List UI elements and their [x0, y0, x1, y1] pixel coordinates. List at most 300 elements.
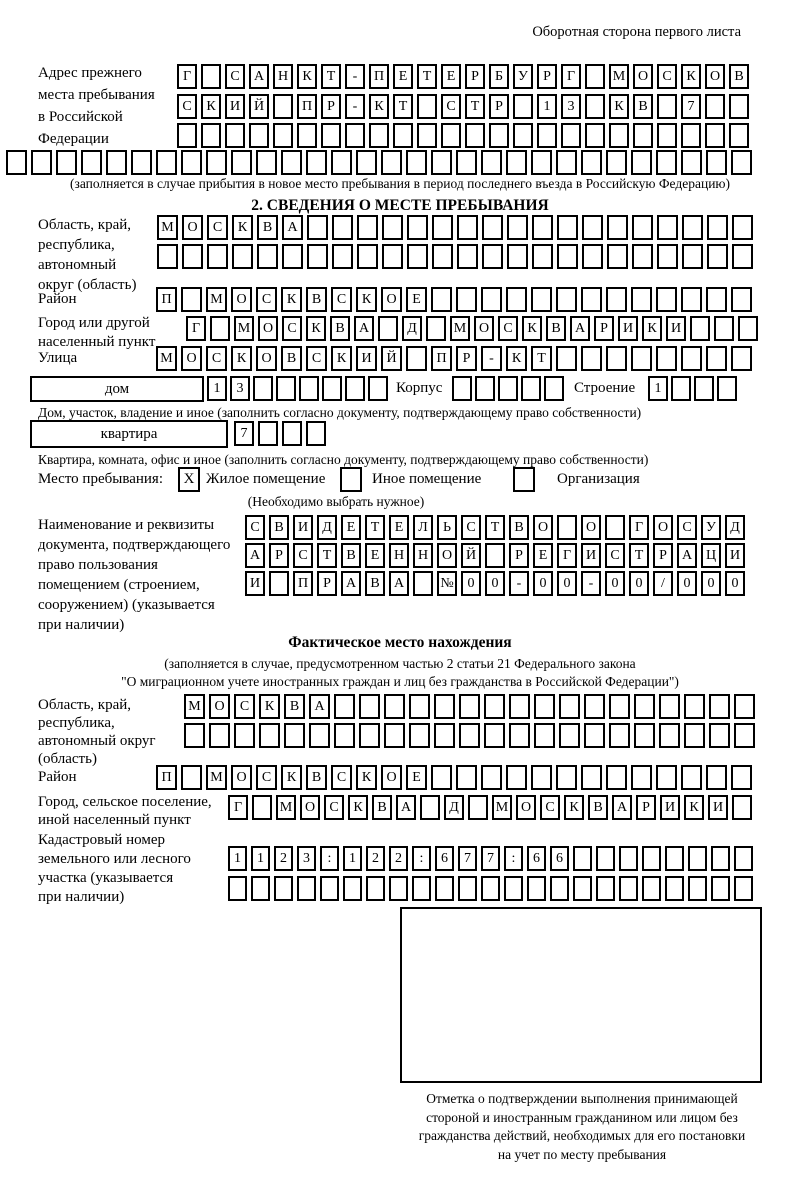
char-cell[interactable]: М [450, 316, 470, 341]
char-cell[interactable] [556, 287, 577, 312]
char-cell[interactable]: 0 [677, 571, 697, 596]
char-cell[interactable] [359, 694, 380, 719]
char-cell[interactable] [506, 150, 527, 175]
char-cell[interactable] [207, 244, 228, 269]
char-cell[interactable] [420, 795, 440, 820]
char-cell[interactable] [556, 765, 577, 790]
char-cell[interactable]: Р [269, 543, 289, 568]
char-cell[interactable]: К [522, 316, 542, 341]
char-cell[interactable] [585, 123, 605, 148]
char-cell[interactable] [369, 123, 389, 148]
char-cell[interactable]: М [609, 64, 629, 89]
char-cell[interactable]: О [381, 765, 402, 790]
char-cell[interactable] [707, 215, 728, 240]
char-cell[interactable]: О [581, 515, 601, 540]
char-cell[interactable]: В [729, 64, 749, 89]
char-cell[interactable] [389, 876, 408, 901]
char-cell[interactable] [734, 723, 755, 748]
char-cell[interactable] [537, 123, 557, 148]
char-cell[interactable] [556, 150, 577, 175]
char-cell[interactable]: Р [537, 64, 557, 89]
char-cell[interactable]: 3 [230, 376, 250, 401]
char-cell[interactable] [297, 123, 317, 148]
char-cell[interactable] [507, 215, 528, 240]
char-cell[interactable]: Б [489, 64, 509, 89]
char-cell[interactable] [521, 376, 541, 401]
char-cell[interactable] [642, 846, 661, 871]
char-cell[interactable] [306, 421, 326, 446]
char-cell[interactable] [527, 876, 546, 901]
char-cell[interactable] [409, 694, 430, 719]
char-cell[interactable] [631, 150, 652, 175]
char-cell[interactable]: Й [249, 94, 269, 119]
char-cell[interactable] [345, 376, 365, 401]
char-cell[interactable] [657, 123, 677, 148]
char-cell[interactable] [634, 723, 655, 748]
char-cell[interactable]: В [588, 795, 608, 820]
char-cell[interactable] [506, 287, 527, 312]
char-cell[interactable] [282, 421, 302, 446]
char-cell[interactable] [657, 215, 678, 240]
char-cell[interactable] [665, 876, 684, 901]
char-cell[interactable] [345, 123, 365, 148]
char-cell[interactable] [456, 150, 477, 175]
char-cell[interactable] [257, 244, 278, 269]
char-cell[interactable]: О [258, 316, 278, 341]
char-cell[interactable] [332, 215, 353, 240]
char-cell[interactable]: 6 [527, 846, 546, 871]
char-cell[interactable]: - [581, 571, 601, 596]
char-cell[interactable]: В [330, 316, 350, 341]
char-cell[interactable] [435, 876, 454, 901]
char-cell[interactable] [378, 316, 398, 341]
char-cell[interactable]: И [225, 94, 245, 119]
char-cell[interactable] [232, 244, 253, 269]
char-cell[interactable]: В [257, 215, 278, 240]
char-cell[interactable] [682, 215, 703, 240]
char-cell[interactable] [81, 150, 102, 175]
char-cell[interactable] [306, 150, 327, 175]
char-cell[interactable] [182, 244, 203, 269]
char-cell[interactable] [709, 723, 730, 748]
char-cell[interactable] [209, 723, 230, 748]
char-cell[interactable]: М [206, 287, 227, 312]
char-cell[interactable]: Д [725, 515, 745, 540]
char-cell[interactable]: О [633, 64, 653, 89]
char-cell[interactable] [481, 876, 500, 901]
char-cell[interactable]: У [701, 515, 721, 540]
char-cell[interactable] [452, 376, 472, 401]
char-cell[interactable]: Е [533, 543, 553, 568]
char-cell[interactable] [332, 244, 353, 269]
char-cell[interactable] [465, 123, 485, 148]
char-cell[interactable] [177, 123, 197, 148]
char-cell[interactable]: А [389, 571, 409, 596]
char-cell[interactable]: Т [393, 94, 413, 119]
char-cell[interactable] [513, 123, 533, 148]
char-cell[interactable]: 0 [701, 571, 721, 596]
char-cell[interactable]: С [234, 694, 255, 719]
char-cell[interactable] [706, 150, 727, 175]
char-cell[interactable]: И [666, 316, 686, 341]
char-cell[interactable] [705, 94, 725, 119]
char-cell[interactable]: О [300, 795, 320, 820]
char-cell[interactable] [251, 876, 270, 901]
char-cell[interactable]: И [708, 795, 728, 820]
char-cell[interactable] [456, 287, 477, 312]
char-cell[interactable]: Т [629, 543, 649, 568]
char-cell[interactable]: С [331, 765, 352, 790]
char-cell[interactable] [384, 723, 405, 748]
char-cell[interactable]: К [506, 346, 527, 371]
char-cell[interactable]: Е [406, 287, 427, 312]
char-cell[interactable] [684, 694, 705, 719]
char-cell[interactable]: К [306, 316, 326, 341]
char-cell[interactable] [531, 765, 552, 790]
char-cell[interactable] [320, 876, 339, 901]
char-cell[interactable] [584, 694, 605, 719]
char-cell[interactable] [559, 723, 580, 748]
char-cell[interactable]: : [412, 846, 431, 871]
char-cell[interactable] [609, 694, 630, 719]
char-cell[interactable]: К [232, 215, 253, 240]
char-cell[interactable] [482, 244, 503, 269]
char-cell[interactable]: С [293, 543, 313, 568]
char-cell[interactable] [481, 150, 502, 175]
char-cell[interactable] [682, 244, 703, 269]
char-cell[interactable] [258, 421, 278, 446]
char-cell[interactable]: П [156, 765, 177, 790]
char-cell[interactable]: А [341, 571, 361, 596]
char-cell[interactable]: Е [406, 765, 427, 790]
char-cell[interactable]: Р [317, 571, 337, 596]
char-cell[interactable] [606, 765, 627, 790]
char-cell[interactable]: С [677, 515, 697, 540]
char-cell[interactable]: Е [393, 64, 413, 89]
char-cell[interactable] [457, 244, 478, 269]
char-cell[interactable]: К [681, 64, 701, 89]
char-cell[interactable] [252, 795, 272, 820]
char-cell[interactable]: 7 [234, 421, 254, 446]
char-cell[interactable]: Р [636, 795, 656, 820]
char-cell[interactable] [282, 244, 303, 269]
char-cell[interactable] [688, 846, 707, 871]
char-cell[interactable]: П [297, 94, 317, 119]
char-cell[interactable]: 1 [207, 376, 227, 401]
char-cell[interactable]: В [269, 515, 289, 540]
char-cell[interactable]: Й [381, 346, 402, 371]
char-cell[interactable] [256, 150, 277, 175]
char-cell[interactable]: М [276, 795, 296, 820]
char-cell[interactable] [406, 150, 427, 175]
char-cell[interactable] [201, 64, 221, 89]
char-cell[interactable]: С [540, 795, 560, 820]
char-cell[interactable] [711, 846, 730, 871]
char-cell[interactable]: А [396, 795, 416, 820]
char-cell[interactable] [671, 376, 691, 401]
char-cell[interactable]: Д [444, 795, 464, 820]
char-cell[interactable]: О [231, 765, 252, 790]
char-cell[interactable]: С [177, 94, 197, 119]
char-cell[interactable] [581, 765, 602, 790]
char-cell[interactable] [334, 694, 355, 719]
char-cell[interactable] [585, 64, 605, 89]
char-cell[interactable] [681, 150, 702, 175]
char-cell[interactable]: В [306, 765, 327, 790]
char-cell[interactable] [359, 723, 380, 748]
char-cell[interactable]: Т [321, 64, 341, 89]
char-cell[interactable] [513, 94, 533, 119]
char-cell[interactable] [249, 123, 269, 148]
char-cell[interactable] [228, 876, 247, 901]
char-cell[interactable] [731, 346, 752, 371]
char-cell[interactable] [706, 765, 727, 790]
char-cell[interactable]: / [653, 571, 673, 596]
char-cell[interactable]: О [653, 515, 673, 540]
char-cell[interactable] [732, 244, 753, 269]
char-cell[interactable]: С [225, 64, 245, 89]
char-cell[interactable] [356, 150, 377, 175]
char-cell[interactable]: С [461, 515, 481, 540]
char-cell[interactable]: Р [321, 94, 341, 119]
char-cell[interactable]: В [365, 571, 385, 596]
char-cell[interactable]: К [348, 795, 368, 820]
char-cell[interactable] [729, 94, 749, 119]
char-cell[interactable] [609, 723, 630, 748]
char-cell[interactable]: 2 [274, 846, 293, 871]
char-cell[interactable]: В [546, 316, 566, 341]
char-cell[interactable] [206, 150, 227, 175]
char-cell[interactable] [657, 94, 677, 119]
char-cell[interactable]: Ц [701, 543, 721, 568]
char-cell[interactable] [407, 215, 428, 240]
char-cell[interactable] [181, 765, 202, 790]
char-cell[interactable] [631, 765, 652, 790]
char-cell[interactable] [632, 215, 653, 240]
char-cell[interactable]: Е [441, 64, 461, 89]
char-cell[interactable] [659, 723, 680, 748]
char-cell[interactable]: О [705, 64, 725, 89]
char-cell[interactable] [532, 215, 553, 240]
char-cell[interactable] [706, 346, 727, 371]
char-cell[interactable] [434, 694, 455, 719]
char-cell[interactable]: С [498, 316, 518, 341]
char-cell[interactable]: Т [317, 543, 337, 568]
char-cell[interactable]: К [642, 316, 662, 341]
char-cell[interactable] [582, 215, 603, 240]
char-cell[interactable] [659, 694, 680, 719]
char-cell[interactable] [157, 244, 178, 269]
char-cell[interactable] [131, 150, 152, 175]
char-cell[interactable] [507, 244, 528, 269]
char-cell[interactable]: М [184, 694, 205, 719]
char-cell[interactable]: 6 [550, 846, 569, 871]
char-cell[interactable] [619, 876, 638, 901]
char-cell[interactable]: Р [489, 94, 509, 119]
char-cell[interactable]: А [245, 543, 265, 568]
char-cell[interactable] [559, 694, 580, 719]
char-cell[interactable] [498, 376, 518, 401]
char-cell[interactable]: А [309, 694, 330, 719]
char-cell[interactable] [557, 215, 578, 240]
char-cell[interactable]: Р [456, 346, 477, 371]
char-cell[interactable] [582, 244, 603, 269]
char-cell[interactable]: Т [365, 515, 385, 540]
char-cell[interactable] [417, 94, 437, 119]
char-cell[interactable]: Р [465, 64, 485, 89]
char-cell[interactable] [509, 723, 530, 748]
char-cell[interactable]: О [437, 543, 457, 568]
char-cell[interactable]: С [256, 765, 277, 790]
char-cell[interactable] [484, 694, 505, 719]
char-cell[interactable] [504, 876, 523, 901]
char-cell[interactable] [225, 123, 245, 148]
char-cell[interactable]: Р [509, 543, 529, 568]
char-cell[interactable]: Г [561, 64, 581, 89]
char-cell[interactable]: О [181, 346, 202, 371]
char-cell[interactable]: П [369, 64, 389, 89]
char-cell[interactable] [297, 876, 316, 901]
char-cell[interactable] [556, 346, 577, 371]
char-cell[interactable] [656, 765, 677, 790]
char-cell[interactable] [705, 123, 725, 148]
char-cell[interactable] [707, 244, 728, 269]
char-cell[interactable] [456, 765, 477, 790]
char-cell[interactable]: С [657, 64, 677, 89]
char-cell[interactable] [468, 795, 488, 820]
char-cell[interactable] [657, 244, 678, 269]
char-cell[interactable] [231, 150, 252, 175]
char-cell[interactable]: В [306, 287, 327, 312]
char-cell[interactable] [606, 150, 627, 175]
char-cell[interactable] [413, 571, 433, 596]
char-cell[interactable]: С [306, 346, 327, 371]
char-cell[interactable] [544, 376, 564, 401]
char-cell[interactable]: Л [413, 515, 433, 540]
char-cell[interactable]: В [633, 94, 653, 119]
char-cell[interactable] [273, 123, 293, 148]
char-cell[interactable]: А [282, 215, 303, 240]
char-cell[interactable] [619, 846, 638, 871]
char-cell[interactable]: Р [653, 543, 673, 568]
char-cell[interactable] [606, 287, 627, 312]
char-cell[interactable] [284, 723, 305, 748]
char-cell[interactable]: Р [594, 316, 614, 341]
char-cell[interactable] [734, 694, 755, 719]
char-cell[interactable] [201, 123, 221, 148]
char-cell[interactable]: И [356, 346, 377, 371]
char-cell[interactable]: 2 [366, 846, 385, 871]
char-cell[interactable]: О [256, 346, 277, 371]
char-cell[interactable] [156, 150, 177, 175]
char-cell[interactable] [581, 287, 602, 312]
char-cell[interactable] [656, 287, 677, 312]
char-cell[interactable]: О [474, 316, 494, 341]
char-cell[interactable] [706, 287, 727, 312]
char-cell[interactable] [631, 287, 652, 312]
char-cell[interactable]: И [725, 543, 745, 568]
char-cell[interactable] [632, 244, 653, 269]
char-cell[interactable] [441, 123, 461, 148]
char-cell[interactable] [299, 376, 319, 401]
char-cell[interactable]: : [320, 846, 339, 871]
char-cell[interactable]: В [284, 694, 305, 719]
char-cell[interactable] [259, 723, 280, 748]
char-cell[interactable] [368, 376, 388, 401]
char-cell[interactable] [738, 316, 758, 341]
char-cell[interactable]: Т [531, 346, 552, 371]
char-cell[interactable]: К [331, 346, 352, 371]
char-cell[interactable]: К [609, 94, 629, 119]
char-cell[interactable] [431, 765, 452, 790]
char-cell[interactable]: К [356, 287, 377, 312]
checkbox-organization[interactable] [513, 467, 535, 492]
char-cell[interactable]: 0 [605, 571, 625, 596]
char-cell[interactable]: С [207, 215, 228, 240]
char-cell[interactable] [106, 150, 127, 175]
char-cell[interactable]: 3 [561, 94, 581, 119]
char-cell[interactable]: К [201, 94, 221, 119]
char-cell[interactable] [307, 244, 328, 269]
char-cell[interactable] [409, 723, 430, 748]
char-cell[interactable] [457, 215, 478, 240]
char-cell[interactable]: О [381, 287, 402, 312]
char-cell[interactable]: 1 [251, 846, 270, 871]
char-cell[interactable] [531, 287, 552, 312]
char-cell[interactable]: № [437, 571, 457, 596]
char-cell[interactable]: А [570, 316, 590, 341]
char-cell[interactable]: М [206, 765, 227, 790]
char-cell[interactable] [690, 316, 710, 341]
char-cell[interactable]: И [293, 515, 313, 540]
char-cell[interactable]: У [513, 64, 533, 89]
char-cell[interactable] [584, 723, 605, 748]
char-cell[interactable]: И [245, 571, 265, 596]
char-cell[interactable] [681, 765, 702, 790]
char-cell[interactable]: Д [317, 515, 337, 540]
char-cell[interactable] [381, 150, 402, 175]
char-cell[interactable]: С [206, 346, 227, 371]
char-cell[interactable] [606, 346, 627, 371]
char-cell[interactable] [184, 723, 205, 748]
char-cell[interactable] [382, 244, 403, 269]
char-cell[interactable] [485, 543, 505, 568]
char-cell[interactable] [459, 723, 480, 748]
char-cell[interactable] [417, 123, 437, 148]
char-cell[interactable]: М [157, 215, 178, 240]
char-cell[interactable] [550, 876, 569, 901]
char-cell[interactable] [432, 244, 453, 269]
char-cell[interactable] [459, 694, 480, 719]
char-cell[interactable] [412, 876, 431, 901]
char-cell[interactable]: В [281, 346, 302, 371]
char-cell[interactable]: А [612, 795, 632, 820]
char-cell[interactable] [684, 723, 705, 748]
char-cell[interactable] [714, 316, 734, 341]
char-cell[interactable]: П [156, 287, 177, 312]
char-cell[interactable]: В [372, 795, 392, 820]
char-cell[interactable] [557, 515, 577, 540]
char-cell[interactable] [331, 150, 352, 175]
char-cell[interactable]: Е [341, 515, 361, 540]
char-cell[interactable] [717, 376, 737, 401]
char-cell[interactable] [694, 376, 714, 401]
char-cell[interactable] [343, 876, 362, 901]
char-cell[interactable]: 7 [681, 94, 701, 119]
char-cell[interactable] [688, 876, 707, 901]
char-cell[interactable] [434, 723, 455, 748]
char-cell[interactable] [731, 287, 752, 312]
